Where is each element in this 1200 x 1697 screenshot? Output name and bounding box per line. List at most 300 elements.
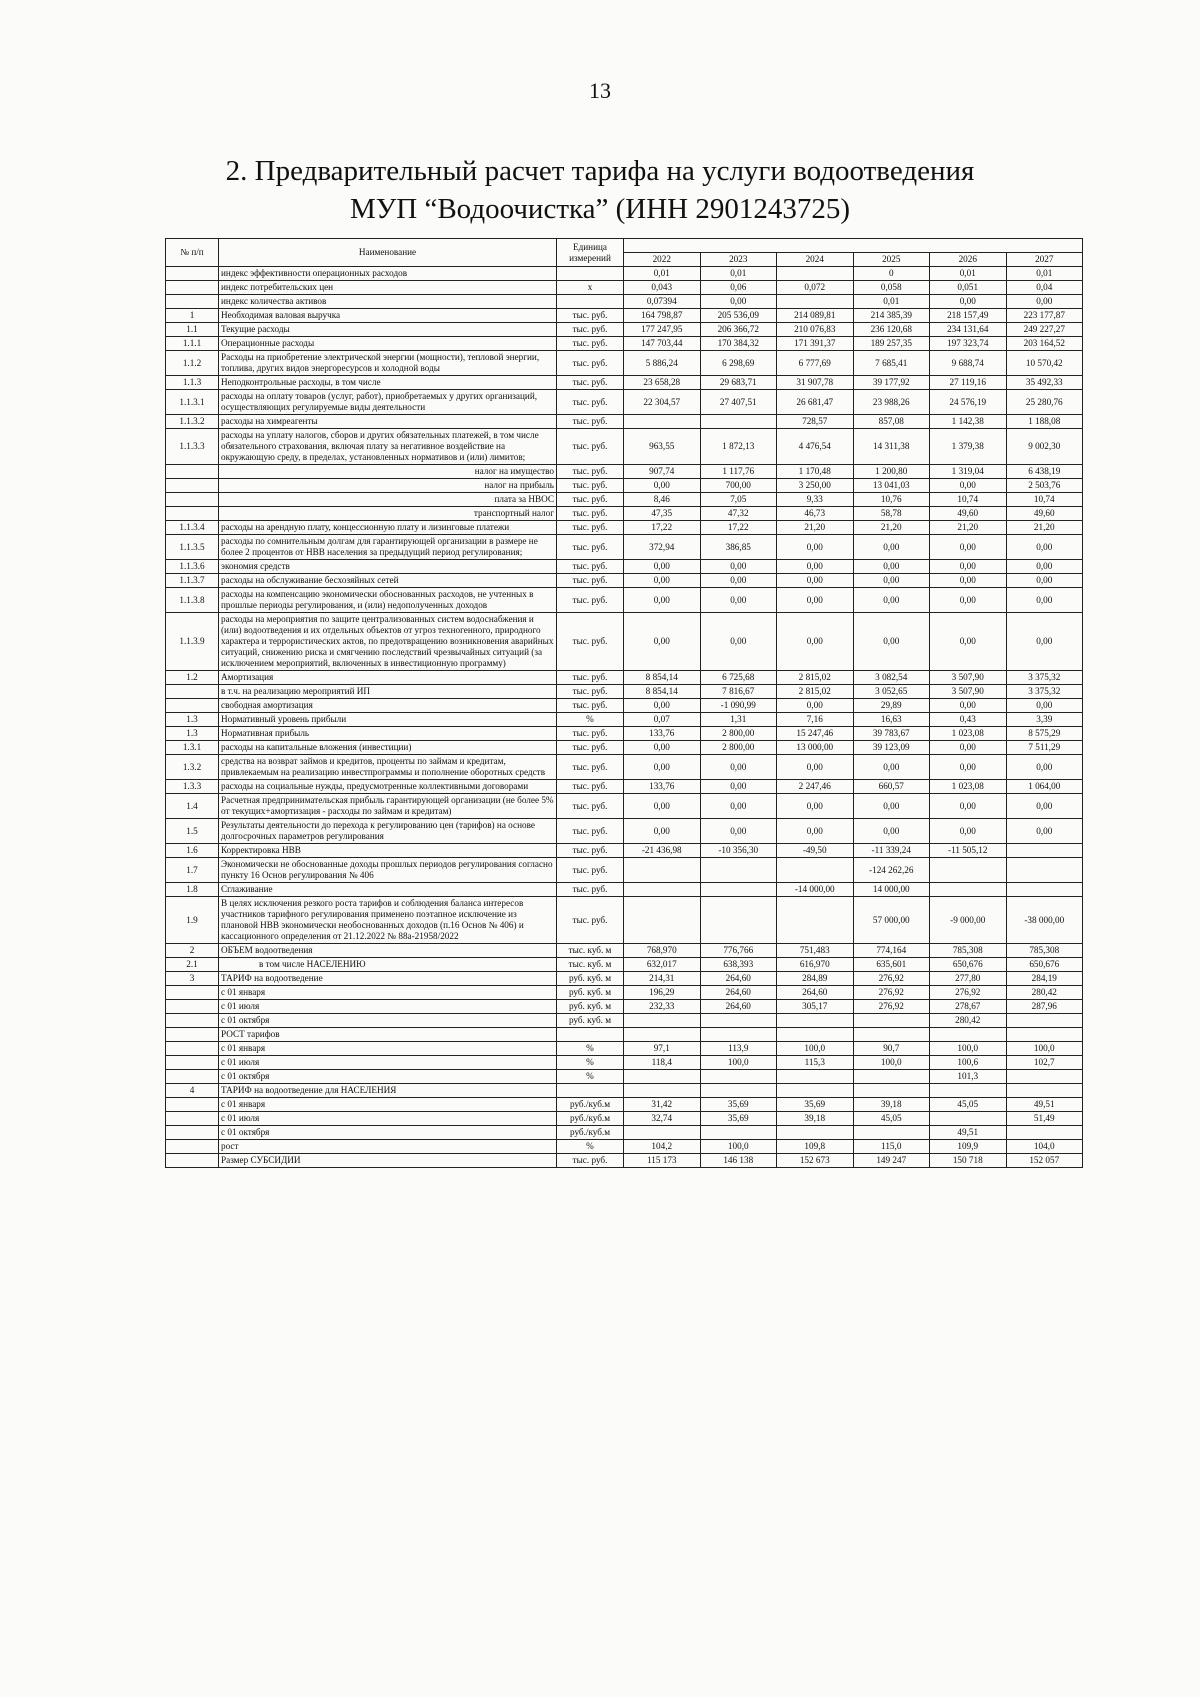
row-value: 100,0 xyxy=(777,1042,854,1056)
row-value: 0,00 xyxy=(853,794,930,819)
row-value: 133,76 xyxy=(624,780,701,794)
row-value xyxy=(1006,1028,1083,1042)
row-value: 147 703,44 xyxy=(624,337,701,351)
header-name: Наименование xyxy=(219,239,557,267)
row-unit: тыс. руб. xyxy=(557,390,624,415)
row-value: 0,00 xyxy=(930,588,1007,613)
row-name: средства на возврат займов и кредитов, проценты по займам и кредитам, привлекаемым на реализацию инвестпрограммы и пополнение оборотных средств xyxy=(219,755,557,780)
row-value: 386,85 xyxy=(700,535,777,560)
row-value: 0,00 xyxy=(624,699,701,713)
header-years-span xyxy=(624,239,1083,253)
row-number: 3 xyxy=(166,972,219,986)
row-value: 284,89 xyxy=(777,972,854,986)
row-value: 0,00 xyxy=(700,794,777,819)
row-unit: % xyxy=(557,1042,624,1056)
row-number xyxy=(166,1098,219,1112)
row-number xyxy=(166,1154,219,1168)
row-number: 1.1.3.2 xyxy=(166,415,219,429)
row-unit xyxy=(557,267,624,281)
row-value: 17,22 xyxy=(700,521,777,535)
row-number xyxy=(166,465,219,479)
row-value: 35 492,33 xyxy=(1006,376,1083,390)
row-value xyxy=(1006,1014,1083,1028)
row-value: 100,0 xyxy=(1006,1042,1083,1056)
row-value: 205 536,09 xyxy=(700,309,777,323)
row-name: индекс количества активов xyxy=(219,295,557,309)
row-value: 6 777,69 xyxy=(777,351,854,376)
title-line-1: 2. Предварительный расчет тарифа на услуги водоотведения xyxy=(225,155,975,187)
row-value xyxy=(777,1126,854,1140)
row-value: 0,00 xyxy=(700,574,777,588)
header-year: 2027 xyxy=(1006,253,1083,267)
row-number: 1.3 xyxy=(166,727,219,741)
row-value: 728,57 xyxy=(777,415,854,429)
row-value: 3 250,00 xyxy=(777,479,854,493)
row-unit: тыс. руб. xyxy=(557,479,624,493)
row-value: 7,16 xyxy=(777,713,854,727)
row-name: с 01 октября xyxy=(219,1126,557,1140)
row-name: с 01 июля xyxy=(219,1112,557,1126)
row-value: 113,9 xyxy=(700,1042,777,1056)
row-value xyxy=(624,1028,701,1042)
table-row xyxy=(166,281,1083,295)
row-name: плата за НВОС xyxy=(219,493,557,507)
row-number xyxy=(166,295,219,309)
row-value: 1 200,80 xyxy=(853,465,930,479)
row-value: 0,00 xyxy=(1006,588,1083,613)
row-unit: тыс. руб. xyxy=(557,794,624,819)
row-value xyxy=(700,883,777,897)
table-row xyxy=(166,713,1083,727)
row-name: в том числе НАСЕЛЕНИЮ xyxy=(219,958,557,972)
row-value: 277,80 xyxy=(930,972,1007,986)
row-name: рост xyxy=(219,1140,557,1154)
row-value: 3 507,90 xyxy=(930,671,1007,685)
row-name: расходы на арендную плату, концессионную плату и лизинговые платежи xyxy=(219,521,557,535)
row-unit: тыс. руб. xyxy=(557,415,624,429)
row-value xyxy=(853,1084,930,1098)
row-value: 115,3 xyxy=(777,1056,854,1070)
row-number xyxy=(166,699,219,713)
table-row xyxy=(166,1140,1083,1154)
row-value: 14 000,00 xyxy=(853,883,930,897)
row-value xyxy=(853,1126,930,1140)
row-unit: тыс. руб. xyxy=(557,699,624,713)
row-value: 0,00 xyxy=(624,588,701,613)
row-value: 0,00 xyxy=(777,794,854,819)
row-value: 0,00 xyxy=(930,741,1007,755)
row-value: 0,01 xyxy=(624,267,701,281)
row-value xyxy=(853,1014,930,1028)
table-row xyxy=(166,507,1083,521)
row-value: 39,18 xyxy=(853,1098,930,1112)
table-row xyxy=(166,1112,1083,1126)
row-value: -11 505,12 xyxy=(930,844,1007,858)
row-value: 0,00 xyxy=(930,535,1007,560)
row-value: 170 384,32 xyxy=(700,337,777,351)
row-value xyxy=(930,1084,1007,1098)
row-value: 776,766 xyxy=(700,944,777,958)
row-value: -1 090,99 xyxy=(700,699,777,713)
row-value: 0,00 xyxy=(777,613,854,671)
row-value: 5 886,24 xyxy=(624,351,701,376)
row-value: 102,7 xyxy=(1006,1056,1083,1070)
row-value: 3,39 xyxy=(1006,713,1083,727)
row-value: 0,00 xyxy=(777,755,854,780)
row-unit: тыс. руб. xyxy=(557,858,624,883)
table-row xyxy=(166,1014,1083,1028)
row-value: 0,00 xyxy=(853,535,930,560)
row-value: 31 907,78 xyxy=(777,376,854,390)
header-year: 2024 xyxy=(777,253,854,267)
row-value: 0,01 xyxy=(700,267,777,281)
row-value: 6 438,19 xyxy=(1006,465,1083,479)
row-name: в т.ч. на реализацию мероприятий ИП xyxy=(219,685,557,699)
table-row xyxy=(166,755,1083,780)
row-number xyxy=(166,1140,219,1154)
row-unit: тыс. руб. xyxy=(557,574,624,588)
row-unit: тыс. руб. xyxy=(557,376,624,390)
row-value: 58,78 xyxy=(853,507,930,521)
row-value: 218 157,49 xyxy=(930,309,1007,323)
row-value: 9,33 xyxy=(777,493,854,507)
row-number: 1.1.3.3 xyxy=(166,429,219,465)
row-value: 49,51 xyxy=(1006,1098,1083,1112)
row-value: 0,00 xyxy=(700,819,777,844)
table-row xyxy=(166,1154,1083,1168)
row-value: 249 227,27 xyxy=(1006,323,1083,337)
row-value: 0,00 xyxy=(1006,613,1083,671)
row-value: 8 854,14 xyxy=(624,685,701,699)
row-value: 16,63 xyxy=(853,713,930,727)
row-value: 0,00 xyxy=(930,794,1007,819)
row-value: 203 164,52 xyxy=(1006,337,1083,351)
row-value: 100,6 xyxy=(930,1056,1007,1070)
row-value xyxy=(930,1028,1007,1042)
table-row xyxy=(166,699,1083,713)
row-value xyxy=(777,1070,854,1084)
header-year: 2022 xyxy=(624,253,701,267)
row-value: 35,69 xyxy=(777,1098,854,1112)
row-value: 0,06 xyxy=(700,281,777,295)
row-unit: тыс. руб. xyxy=(557,819,624,844)
table-row xyxy=(166,1098,1083,1112)
row-value xyxy=(777,1028,854,1042)
row-value: 0,01 xyxy=(930,267,1007,281)
row-name: с 01 января xyxy=(219,1098,557,1112)
row-value: 4 476,54 xyxy=(777,429,854,465)
table-row xyxy=(166,944,1083,958)
row-value: 133,76 xyxy=(624,727,701,741)
row-name: расходы на мероприятия по защите централизованных систем водоснабжения и (или) водоотведения и их отдельных объектов от угроз техногенного, природного характера и террористических актов, по предотвращению возникновения аварийных ситуаций, снижению риска и смягчению последствий чрезвычайных ситуаций (за исключением мероприятий, включенных в инвестиционную программу) xyxy=(219,613,557,671)
row-value: 2 503,76 xyxy=(1006,479,1083,493)
table-row xyxy=(166,794,1083,819)
row-value: 10,74 xyxy=(930,493,1007,507)
row-value: 197 323,74 xyxy=(930,337,1007,351)
row-unit: тыс. куб. м xyxy=(557,958,624,972)
row-name: экономия средств xyxy=(219,560,557,574)
row-value: 0,43 xyxy=(930,713,1007,727)
row-value xyxy=(700,858,777,883)
row-name: Расходы на приобретение электрической энергии (мощности), тепловой энергии, топлива, других видов энергоресурсов и холодной воды xyxy=(219,351,557,376)
row-value: 189 257,35 xyxy=(853,337,930,351)
row-value: 3 082,54 xyxy=(853,671,930,685)
row-value: 264,60 xyxy=(700,1000,777,1014)
row-value: 0,00 xyxy=(700,780,777,794)
row-number: 1.6 xyxy=(166,844,219,858)
row-value: 650,676 xyxy=(930,958,1007,972)
row-unit: тыс. руб. xyxy=(557,521,624,535)
row-number: 1.1.3.9 xyxy=(166,613,219,671)
row-name: ОБЪЕМ водоотведения xyxy=(219,944,557,958)
row-value: 39,18 xyxy=(777,1112,854,1126)
row-name: расходы на капитальные вложения (инвестиции) xyxy=(219,741,557,755)
row-name: ТАРИФ на водоотведение xyxy=(219,972,557,986)
tariff-calculation-table xyxy=(165,238,1083,1168)
row-value: 13 041,03 xyxy=(853,479,930,493)
table-row xyxy=(166,972,1083,986)
row-value xyxy=(700,1028,777,1042)
row-value: 0,00 xyxy=(777,535,854,560)
row-value: 0,07394 xyxy=(624,295,701,309)
row-number: 1.1.3.1 xyxy=(166,390,219,415)
row-value: 280,42 xyxy=(1006,986,1083,1000)
row-unit: тыс. руб. xyxy=(557,465,624,479)
row-name: расходы на обслуживание бесхозяйных сетей xyxy=(219,574,557,588)
row-value: 45,05 xyxy=(853,1112,930,1126)
row-value: 0,00 xyxy=(1006,819,1083,844)
table-row xyxy=(166,465,1083,479)
row-unit: тыс. руб. xyxy=(557,560,624,574)
row-value: 8,46 xyxy=(624,493,701,507)
row-value xyxy=(777,267,854,281)
row-value: 0,00 xyxy=(1006,560,1083,574)
row-value: 21,20 xyxy=(853,521,930,535)
row-value: 1,31 xyxy=(700,713,777,727)
row-value: 0,00 xyxy=(853,819,930,844)
row-value: 3 375,32 xyxy=(1006,685,1083,699)
row-value: 21,20 xyxy=(1006,521,1083,535)
row-value: 1 142,38 xyxy=(930,415,1007,429)
table-row xyxy=(166,415,1083,429)
row-value xyxy=(700,1126,777,1140)
row-unit: тыс. руб. xyxy=(557,351,624,376)
table-row xyxy=(166,337,1083,351)
row-value: 907,74 xyxy=(624,465,701,479)
row-value: 214 089,81 xyxy=(777,309,854,323)
row-value: 616,970 xyxy=(777,958,854,972)
row-name: с 01 октября xyxy=(219,1014,557,1028)
table-row xyxy=(166,1070,1083,1084)
row-number: 1.1.3.6 xyxy=(166,560,219,574)
row-value: -9 000,00 xyxy=(930,897,1007,944)
row-value: 100,0 xyxy=(700,1140,777,1154)
row-value: 49,60 xyxy=(930,507,1007,521)
row-value: 1 188,08 xyxy=(1006,415,1083,429)
row-name: расходы на оплату товаров (услуг, работ), приобретаемых у других организаций, осуществляющих регулируемые виды деятельности xyxy=(219,390,557,415)
row-value: 1 064,00 xyxy=(1006,780,1083,794)
row-number: 1.3.2 xyxy=(166,755,219,780)
row-value: 6 725,68 xyxy=(700,671,777,685)
row-value xyxy=(930,1112,1007,1126)
row-value xyxy=(624,883,701,897)
table-row xyxy=(166,1084,1083,1098)
row-value: 23 658,28 xyxy=(624,376,701,390)
row-value: 8 575,29 xyxy=(1006,727,1083,741)
row-unit: тыс. руб. xyxy=(557,741,624,755)
row-value: 206 366,72 xyxy=(700,323,777,337)
table-row xyxy=(166,267,1083,281)
row-value: 0,00 xyxy=(930,560,1007,574)
table-row xyxy=(166,671,1083,685)
table-row xyxy=(166,429,1083,465)
row-value: 0,00 xyxy=(777,588,854,613)
row-value: 27 407,51 xyxy=(700,390,777,415)
row-name: Сглаживание xyxy=(219,883,557,897)
row-value: 14 311,38 xyxy=(853,429,930,465)
row-name: налог на прибыль xyxy=(219,479,557,493)
row-value xyxy=(930,858,1007,883)
row-value: 29,89 xyxy=(853,699,930,713)
row-name: индекс потребительских цен xyxy=(219,281,557,295)
row-unit: тыс. руб. xyxy=(557,337,624,351)
row-value: 210 076,83 xyxy=(777,323,854,337)
row-number xyxy=(166,281,219,295)
row-name: В целях исключения резкого роста тарифов и соблюдения баланса интересов участников тарифного регулирования применено поэтапное исключение из плановой НВВ экономически необоснованных доходов (п.16 Основ № 406) и кассационного определения от 21.12.2022 № 88а-21958/2022 xyxy=(219,897,557,944)
row-value: 51,49 xyxy=(1006,1112,1083,1126)
table-row xyxy=(166,897,1083,944)
row-value xyxy=(700,1014,777,1028)
row-value xyxy=(624,858,701,883)
table-row xyxy=(166,588,1083,613)
row-value: 109,9 xyxy=(930,1140,1007,1154)
row-value: 49,60 xyxy=(1006,507,1083,521)
row-unit: тыс. руб. xyxy=(557,323,624,337)
table-row xyxy=(166,844,1083,858)
row-unit: тыс. руб. xyxy=(557,535,624,560)
row-value: 0,00 xyxy=(930,295,1007,309)
row-value: 23 988,26 xyxy=(853,390,930,415)
row-value: 152 673 xyxy=(777,1154,854,1168)
row-value: 13 000,00 xyxy=(777,741,854,755)
row-unit: руб./куб.м xyxy=(557,1098,624,1112)
row-value: 0,00 xyxy=(1006,699,1083,713)
row-value: 0,00 xyxy=(930,819,1007,844)
row-value: 22 304,57 xyxy=(624,390,701,415)
row-name: транспортный налог xyxy=(219,507,557,521)
row-unit: тыс. руб. xyxy=(557,588,624,613)
row-value xyxy=(624,1084,701,1098)
row-value: -11 339,24 xyxy=(853,844,930,858)
row-value: 305,17 xyxy=(777,1000,854,1014)
row-number: 1.9 xyxy=(166,897,219,944)
row-value: 0,00 xyxy=(700,295,777,309)
row-value: 118,4 xyxy=(624,1056,701,1070)
row-value: 149 247 xyxy=(853,1154,930,1168)
table-row xyxy=(166,986,1083,1000)
table-row xyxy=(166,560,1083,574)
row-value: -21 436,98 xyxy=(624,844,701,858)
row-value xyxy=(1006,883,1083,897)
row-name: налог на имущество xyxy=(219,465,557,479)
row-value: 963,55 xyxy=(624,429,701,465)
row-value: 0,00 xyxy=(700,560,777,574)
row-value: 17,22 xyxy=(624,521,701,535)
table-body xyxy=(166,267,1083,1168)
row-value: 8 854,14 xyxy=(624,671,701,685)
row-name: Результаты деятельности до перехода к регулированию цен (тарифов) на основе долгосрочных параметров регулирования xyxy=(219,819,557,844)
row-value: 10,74 xyxy=(1006,493,1083,507)
row-value: 9 002,30 xyxy=(1006,429,1083,465)
header-year: 2026 xyxy=(930,253,1007,267)
row-unit: тыс. руб. xyxy=(557,727,624,741)
row-value: 10,76 xyxy=(853,493,930,507)
row-value: 24 576,19 xyxy=(930,390,1007,415)
row-value xyxy=(853,1028,930,1042)
row-value: 9 688,74 xyxy=(930,351,1007,376)
table-row xyxy=(166,1056,1083,1070)
row-unit: тыс. руб. xyxy=(557,685,624,699)
row-value: 214,31 xyxy=(624,972,701,986)
row-unit: тыс. руб. xyxy=(557,429,624,465)
row-value: 0,00 xyxy=(930,574,1007,588)
table-row xyxy=(166,390,1083,415)
row-name: Необходимая валовая выручка xyxy=(219,309,557,323)
row-value: 0,00 xyxy=(930,755,1007,780)
row-unit: тыс. руб. xyxy=(557,613,624,671)
row-value: 146 138 xyxy=(700,1154,777,1168)
row-value: 280,42 xyxy=(930,1014,1007,1028)
row-value: 100,0 xyxy=(700,1056,777,1070)
row-value: 278,67 xyxy=(930,1000,1007,1014)
row-value: 0,00 xyxy=(777,699,854,713)
row-unit: тыс. руб. xyxy=(557,507,624,521)
row-value: 35,69 xyxy=(700,1098,777,1112)
row-number xyxy=(166,267,219,281)
row-value: 25 280,76 xyxy=(1006,390,1083,415)
row-value: 0,00 xyxy=(1006,794,1083,819)
table-row xyxy=(166,883,1083,897)
row-value: 0,00 xyxy=(700,613,777,671)
row-value: 234 131,64 xyxy=(930,323,1007,337)
row-value xyxy=(777,858,854,883)
row-value xyxy=(930,883,1007,897)
table-row xyxy=(166,309,1083,323)
row-value: 0,00 xyxy=(1006,295,1083,309)
row-value xyxy=(1006,858,1083,883)
row-name: Операционные расходы xyxy=(219,337,557,351)
row-name: расходы по сомнительным долгам для гарантирующей организации в размере не более 2 процентов от НВВ населения за предыдущий период регулирования; xyxy=(219,535,557,560)
header-year: 2023 xyxy=(700,253,777,267)
row-value: 0,058 xyxy=(853,281,930,295)
row-number: 1.5 xyxy=(166,819,219,844)
row-value: 632,017 xyxy=(624,958,701,972)
row-number: 1.8 xyxy=(166,883,219,897)
row-value: 115 173 xyxy=(624,1154,701,1168)
row-number: 1.1.3 xyxy=(166,376,219,390)
table-row xyxy=(166,295,1083,309)
row-name: ТАРИФ на водоотведение для НАСЕЛЕНИЯ xyxy=(219,1084,557,1098)
row-value: 0,00 xyxy=(777,819,854,844)
row-value: 32,74 xyxy=(624,1112,701,1126)
row-value xyxy=(700,1084,777,1098)
table-row xyxy=(166,323,1083,337)
row-value: 104,0 xyxy=(1006,1140,1083,1154)
row-value: 0,00 xyxy=(700,755,777,780)
page-number: 13 xyxy=(589,78,611,103)
row-value: 100,0 xyxy=(853,1056,930,1070)
row-unit: руб. куб. м xyxy=(557,1014,624,1028)
